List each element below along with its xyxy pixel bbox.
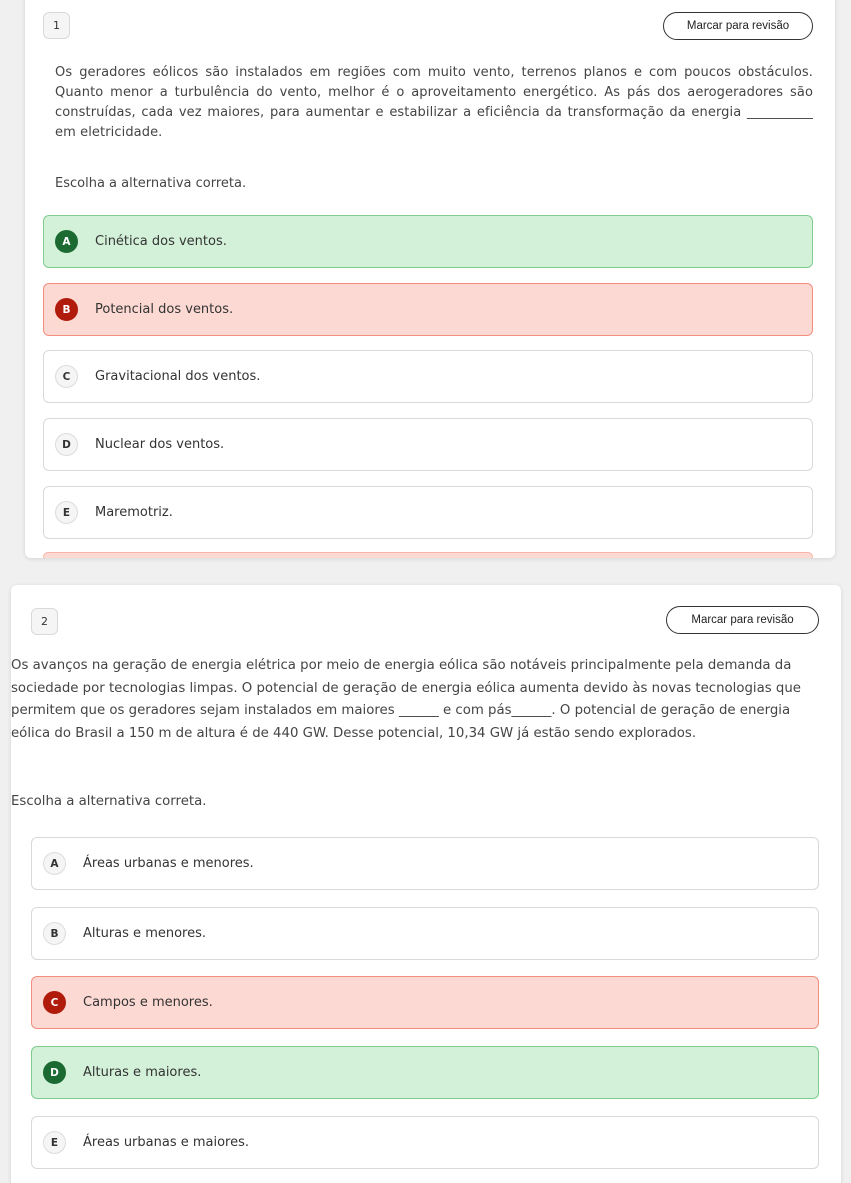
option-text: Áreas urbanas e menores.	[83, 856, 254, 871]
option-letter-badge: B	[43, 922, 66, 945]
option-c[interactable]	[31, 976, 819, 1029]
option-text: Potencial dos ventos.	[95, 302, 234, 317]
option-d[interactable]	[31, 1046, 819, 1099]
option-text: Campos e menores.	[83, 995, 213, 1010]
option-letter-badge: C	[55, 365, 78, 388]
question-number: 1	[43, 12, 70, 39]
option-b[interactable]	[31, 907, 819, 960]
question-number: 2	[31, 608, 58, 635]
question-text: Os avanços na geração de energia elétrica por meio de energia eólica são notáveis principalmente pela demanda da sociedade por tecnologias limpas. O potencial de geração de energia eólica aumenta devido às novas tecnologias que permitem que os geradores sejam instalados em maiores ______ e com pás______. O potencial de geração de energia eólica do Brasil a 150 m de altura é de 440 GW. Desse potencial, 10,34 GW já estão sendo explorados.	[11, 658, 801, 741]
option-letter-badge: E	[55, 501, 78, 524]
option-letter-badge: D	[55, 433, 78, 456]
option-text: Áreas urbanas e maiores.	[83, 1135, 250, 1150]
option-text: Gravitacional dos ventos.	[95, 369, 261, 384]
option-e[interactable]	[31, 1116, 819, 1169]
option-letter-badge: D	[43, 1061, 66, 1084]
option-b[interactable]	[43, 283, 813, 336]
mark-for-review-button[interactable]: Marcar para revisão	[666, 606, 819, 634]
option-text: Cinética dos ventos.	[95, 234, 227, 249]
option-text: Alturas e maiores.	[83, 1065, 202, 1080]
option-e[interactable]	[43, 486, 813, 539]
mark-for-review-button[interactable]: Marcar para revisão	[663, 12, 813, 40]
next-feedback-box-edge	[43, 552, 813, 558]
option-letter-badge: B	[55, 298, 78, 321]
option-a[interactable]	[31, 837, 819, 890]
question-text: Os geradores eólicos são instalados em regiões com muito vento, terrenos planos e com poucos obstáculos. Quanto menor a turbulência do vento, melhor é o aproveitamento energético. As pás dos aerogeradores são construídas, cada vez maiores, para aumentar e estabilizar a eficiência da transformação da energia __________ em eletricidade.	[55, 65, 813, 140]
option-letter-badge: E	[43, 1131, 66, 1154]
question-instruction: Escolha a alternativa correta.	[11, 794, 207, 809]
option-c[interactable]	[43, 350, 813, 403]
option-letter-badge: A	[43, 852, 66, 875]
option-a[interactable]	[43, 215, 813, 268]
option-letter-badge: A	[55, 230, 78, 253]
question-card-1	[25, 0, 835, 558]
option-d[interactable]	[43, 418, 813, 471]
question-instruction: Escolha a alternativa correta.	[55, 176, 247, 191]
question-card-2	[11, 585, 841, 1183]
option-text: Alturas e menores.	[83, 926, 207, 941]
option-text: Nuclear dos ventos.	[95, 437, 225, 452]
option-letter-badge: C	[43, 991, 66, 1014]
option-text: Maremotriz.	[95, 505, 173, 520]
